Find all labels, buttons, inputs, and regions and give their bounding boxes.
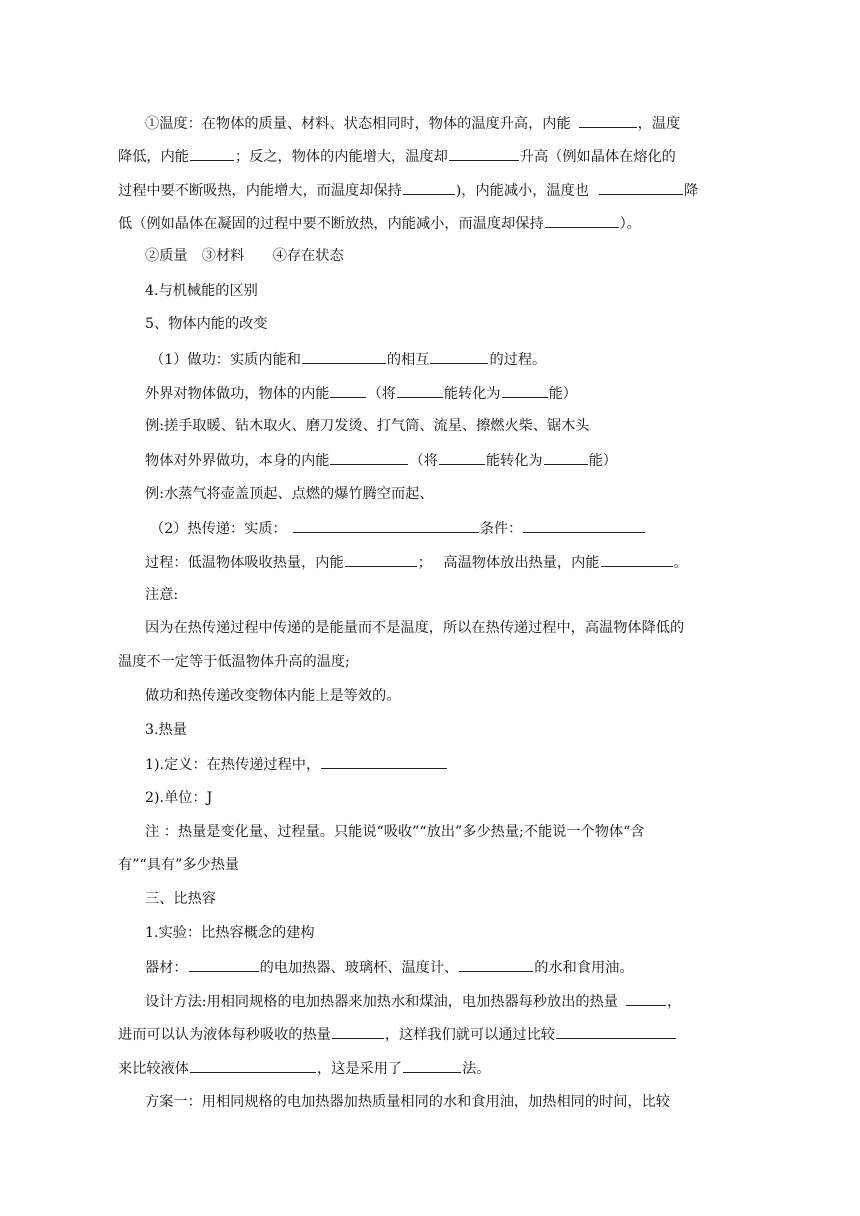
text-line: 降低，内能 ；反之，物体的内能增大，温度却 升高（例如晶体在熔化的: [118, 146, 676, 166]
text-line-heat-transfer: （2）热传递：实质： 条件：: [150, 518, 646, 538]
fill-blank[interactable]: [330, 450, 408, 465]
fill-blank[interactable]: [579, 113, 637, 128]
section-heading: 4.与机械能的区别: [145, 283, 258, 299]
text-line-equipment: 器材： 的电加热器、玻璃杯、温度计、 的水和食用油。: [145, 957, 634, 977]
section-heading: 三、比热容: [145, 891, 216, 907]
section-heading: 1.实验：比热容概念的建构: [145, 925, 315, 941]
fill-blank[interactable]: [330, 383, 366, 398]
text-line: 来比较液体 ，这是采用了 法。: [118, 1058, 490, 1078]
fill-blank[interactable]: [302, 349, 386, 364]
text-line-example: 例:搓手取暖、钻木取火、磨刀发烫、打气筒、流星、擦燃火柴、锯木头: [145, 418, 590, 434]
text-line: 物体对外界做功，本身的内能 （将 能转化为 能）: [145, 450, 617, 470]
text-line: 有”“具有”多少热量: [118, 857, 240, 873]
fill-blank[interactable]: [599, 180, 683, 195]
text-line-definition: 1).定义：在热传递过程中，: [145, 754, 448, 774]
fill-blank[interactable]: [449, 146, 519, 161]
fill-blank[interactable]: [430, 349, 488, 364]
text-line: 低（例如晶体在凝固的过程中要不断放热，内能减小，而温度却保持 ）。: [118, 213, 641, 233]
text-line-factors: ②质量 ③材料 ④存在状态: [145, 248, 344, 264]
fill-blank[interactable]: [544, 450, 588, 465]
text-line-example: 例:水蒸气将壶盖顶起、点燃的爆竹腾空而起、: [145, 486, 434, 502]
fill-blank[interactable]: [601, 552, 673, 567]
fill-blank[interactable]: [439, 450, 485, 465]
fill-blank[interactable]: [523, 518, 645, 533]
section-heading: 5、物体内能的改变: [145, 316, 268, 332]
text-line-method: 设计方法:用相同规格的电加热器来加热水和煤油，电加热器每秒放出的热量 ，: [145, 991, 681, 1011]
section-heading: 3.热量: [145, 722, 187, 738]
fill-blank[interactable]: [345, 552, 417, 567]
fill-blank[interactable]: [545, 213, 619, 228]
fill-blank[interactable]: [332, 1024, 384, 1039]
text-line-work: （1）做功：实质内能和 的相互 的过程。: [150, 349, 546, 369]
text-line-note: 注 ：热量是变化量、过程量。只能说“吸收”“放出”多少热量;不能说一个物体“含: [145, 824, 645, 840]
fill-blank[interactable]: [397, 383, 443, 398]
fill-blank[interactable]: [626, 991, 666, 1006]
text-line: 过程：低温物体吸收热量，内能 ； 高温物体放出热量，内能 。: [145, 552, 688, 572]
fill-blank[interactable]: [293, 518, 479, 533]
fill-blank[interactable]: [502, 383, 548, 398]
fill-blank[interactable]: [190, 1058, 316, 1073]
text-line: 因为在热传递过程中传递的是能量而不是温度，所以在热传递过程中，高温物体降低的: [145, 620, 685, 636]
fill-blank[interactable]: [321, 754, 447, 769]
text-line-unit: 2).单位：J: [145, 790, 213, 806]
text-line: 过程中要不断吸热，内能增大，而温度却保持 )，内能减小，温度也 降: [118, 180, 698, 200]
fill-blank[interactable]: [403, 180, 455, 195]
fill-blank[interactable]: [459, 957, 533, 972]
text-line: 温度不一定等于低温物体升高的温度;: [118, 654, 350, 670]
text-line: 外界对物体做功，物体的内能 （将 能转化为 能）: [145, 383, 577, 403]
text-line: 做功和热传递改变物体内能上是等效的。: [145, 688, 401, 704]
note-label: 注意:: [145, 587, 179, 603]
text-line-plan: 方案一：用相同规格的电加热器加热质量相同的水和食用油，加热相同的时间，比较: [145, 1094, 670, 1110]
fill-blank[interactable]: [556, 1024, 676, 1039]
fill-blank[interactable]: [403, 1058, 461, 1073]
text-line: 进而可以认为液体每秒吸收的热量 ，这样我们就可以通过比较: [118, 1024, 677, 1044]
text-line-temperature: ①温度：在物体的质量、材料、状态相同时，物体的温度升高，内能 ，温度: [145, 113, 680, 133]
fill-blank[interactable]: [189, 957, 259, 972]
fill-blank[interactable]: [190, 146, 234, 161]
